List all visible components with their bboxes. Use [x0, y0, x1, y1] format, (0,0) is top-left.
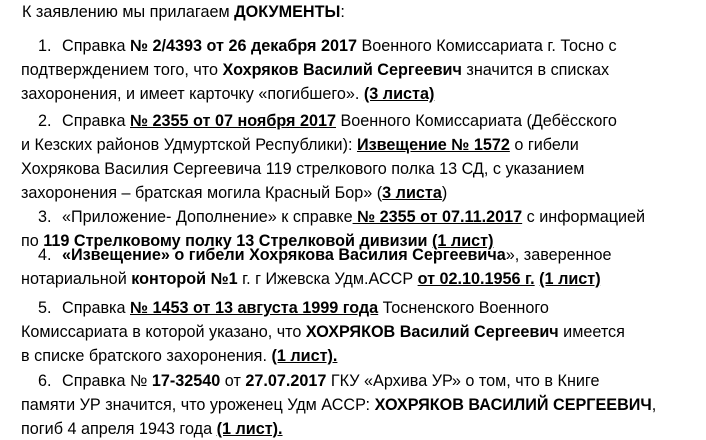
intro-bold: ДОКУМЕНТЫ — [234, 3, 341, 21]
item-text-segment: 119 Стрелковому полку 13 Стрелковой дивизии — [43, 232, 428, 250]
item-text-segment: (3 листа) — [363, 85, 435, 103]
item-text-segment: № 2355 от 07 ноября 2017 — [130, 112, 336, 130]
item-2-line-4 — [21, 183, 447, 203]
item-text-segment: «Приложение- Дополнение» к справке — [62, 208, 353, 226]
item-4-line-2 — [21, 269, 601, 289]
item-text-segment: от — [220, 372, 246, 390]
item-text-segment: Справка № — [62, 372, 152, 390]
item-text-segment: памяти УР значится, что уроженец Удм АССР: — [21, 396, 375, 414]
item-number: 3. — [38, 208, 52, 226]
item-text-segment: (1 лист) — [539, 270, 601, 288]
item-2-line-1 — [38, 111, 617, 131]
item-text-segment: Военного Комиссариата г. Тосно с — [356, 37, 617, 55]
item-6-line-2 — [21, 395, 656, 415]
item-text-segment: имеется — [558, 323, 625, 341]
item-number: 2. — [38, 112, 52, 130]
item-text-segment: «Извещение» о гибели Хохрякова Василия Сергеевича — [62, 246, 506, 264]
item-6-line-3 — [21, 419, 283, 439]
item-text-segment: захоронения, и имеет карточку «погибшего». — [21, 85, 364, 103]
item-text-segment: ) — [441, 184, 448, 202]
item-4-line-1 — [38, 245, 612, 265]
item-text-segment: № 1453 от 13 августа 1999 года — [130, 299, 379, 317]
item-text-segment: Извещение № 1572 — [356, 136, 510, 154]
item-text-segment: значится в списках — [461, 61, 610, 79]
item-text-segment: 17-32540 — [151, 372, 221, 390]
intro-text: К заявлению мы прилагаем — [22, 3, 235, 21]
item-text-segment: Справка — [62, 112, 130, 130]
item-text-segment: », заверенное — [505, 246, 612, 264]
item-5-line-3 — [21, 346, 337, 366]
item-text-segment: Военного Комиссариата (Дебёсского — [336, 112, 617, 130]
item-text-segment: (1 лист). — [216, 420, 283, 438]
item-text-segment: ХОХРЯКОВ Василий Сергеевич — [305, 323, 559, 341]
item-text-segment: г. г Ижевска Удм.АССР — [237, 270, 418, 288]
item-text-segment: по — [21, 232, 44, 250]
item-3-line-1 — [38, 207, 645, 227]
item-2-line-2 — [21, 135, 579, 155]
item-number: 1. — [38, 37, 52, 55]
item-text-segment: нотариальной — [21, 270, 132, 288]
item-text-segment: Хохряков Василий Сергеевич — [222, 61, 462, 79]
item-text-segment: с информацией — [522, 208, 646, 226]
item-text-segment: , — [651, 396, 657, 414]
item-text-segment: от 02.10.1956 г. — [417, 270, 535, 288]
item-text-segment: (1 лист). — [271, 347, 338, 365]
item-text-segment: Тосненского Военного — [378, 299, 549, 317]
item-text-segment: захоронения – братская могила Красный Бор» ( — [21, 184, 383, 202]
item-text-segment: в списке братского захоронения. — [21, 347, 272, 365]
item-text-segment: (1 лист) — [432, 232, 494, 250]
item-number: 5. — [38, 299, 52, 317]
item-text-segment: № 2355 от 07.11.2017 — [352, 208, 523, 226]
item-1-line-2 — [21, 60, 609, 80]
item-text-segment: о гибели — [509, 136, 579, 154]
item-text-segment: ГКУ «Архива УР» о том, что в Книге — [326, 372, 600, 390]
item-text-segment: ХОХРЯКОВ ВАСИЛИЙ СЕРГЕЕВИЧ — [374, 396, 652, 414]
item-text-segment: Справка — [62, 37, 130, 55]
item-6-line-1 — [38, 371, 599, 391]
intro-tail: : — [340, 3, 345, 21]
item-text-segment: № 2/4393 от 26 декабря 2017 — [130, 37, 357, 55]
intro-line — [22, 2, 345, 22]
item-text-segment: конторой №1 — [131, 270, 238, 288]
item-text-segment: Комиссариата в которой указано, что — [21, 323, 306, 341]
item-5-line-1 — [38, 298, 549, 318]
item-number: 4. — [38, 246, 52, 264]
item-5-line-2 — [21, 322, 625, 342]
item-text-segment: 3 листа — [382, 184, 442, 202]
item-text-segment: 27.07.2017 — [245, 372, 327, 390]
item-1-line-1 — [38, 36, 617, 56]
item-text-segment: подтверждением того, что — [21, 61, 223, 79]
item-text-segment: и Кезских районов Удмуртской Республики): — [21, 136, 357, 154]
item-text-segment: Справка — [62, 299, 130, 317]
item-2-line-3 — [21, 159, 584, 179]
item-text-segment: погиб 4 апреля 1943 года — [21, 420, 217, 438]
item-1-line-3 — [21, 84, 434, 104]
item-text-segment: Хохрякова Василия Сергеевича 119 стрелкового полка 13 СД, с указанием — [21, 160, 585, 178]
item-number: 6. — [38, 372, 52, 390]
